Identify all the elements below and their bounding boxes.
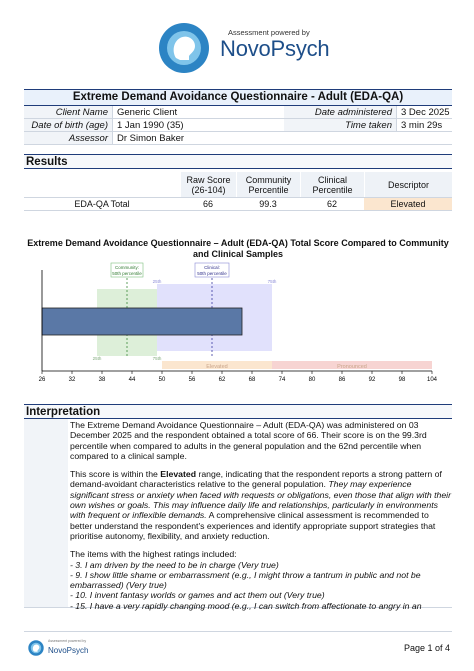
community-percentile-header: Community Percentile (236, 172, 300, 197)
list-item: - 3. I am driven by the need to be in charge (Very true) (70, 559, 279, 570)
info-row (24, 119, 452, 132)
client-name-label: Client Name (24, 106, 112, 118)
info-row (24, 106, 452, 119)
scale-name: EDA-QA Total (74, 199, 130, 209)
time-taken-value: 3 min 29s (396, 119, 452, 131)
date-administered-label: Date administered (284, 106, 396, 118)
x-tick-label: 68 (248, 377, 256, 383)
dob-label: Date of birth (age) (24, 119, 112, 131)
x-tick-label: 86 (338, 377, 346, 383)
raw-score-header: Raw Score (26-104) (180, 172, 236, 197)
x-tick-label: 32 (68, 377, 76, 383)
interpretation-text (70, 420, 452, 611)
date-administered-value: 3 Dec 2025 (396, 106, 452, 118)
x-tick-label: 80 (308, 377, 316, 383)
community-median-label: Community: (114, 265, 140, 270)
assessor-label: Assessor (24, 132, 112, 144)
community-p75-label: 75th (152, 356, 162, 361)
brand-name: NovoPsych (220, 36, 330, 61)
clinical-percentile-value: 62 (326, 199, 337, 209)
descriptor-emphasis: Elevated (160, 469, 197, 480)
x-tick-label: 92 (368, 377, 376, 383)
items-list (70, 560, 452, 611)
list-item: - 9. I show little shame or embarrassment (e.g., I might throw a tantrum in public and not be embarrassed) (Very true) (70, 569, 421, 591)
x-tick-label: 44 (128, 377, 136, 383)
results-header-row (24, 172, 452, 198)
x-tick-label: 62 (218, 377, 226, 383)
list-item: - 15. I have a very rapidly changing mood (e.g., I can switch from affectionate to angry in an (70, 600, 422, 611)
list-item: - 10. I invent fantasy worlds or games and act them out (Very true) (70, 590, 325, 601)
clinical-percentile-header: Clinical Percentile (300, 172, 364, 197)
community-p25-label: 25th (92, 356, 102, 361)
page-number: Page 1 of 4 (403, 643, 450, 653)
novopsych-logo-icon (28, 640, 44, 656)
info-row (24, 132, 452, 145)
x-tick-label: 26 (38, 377, 46, 383)
score-bar (42, 308, 242, 335)
results-table (24, 172, 452, 211)
range-band-label: Pronounced (337, 364, 367, 370)
community-median-label: 50th percentile (112, 271, 142, 276)
results-heading: Results (24, 154, 452, 169)
footer-logo: Assessment powered by NovoPsych (28, 637, 108, 659)
clinical-median-label: Clinical: (204, 265, 220, 270)
table-row (24, 198, 452, 211)
powered-by-text: Assessment powered by (228, 28, 310, 37)
interpretation-heading: Interpretation (24, 404, 452, 419)
descriptor-value: Elevated (364, 198, 452, 210)
footer-brand: NovoPsych (48, 646, 89, 655)
dob-value: 1 Jan 1990 (35) (112, 119, 252, 131)
score-chart (0, 258, 474, 388)
brand-logo (150, 22, 330, 80)
interpretation-paragraph: This score is within the Elevated range, indicating that the respondent reports a strong pattern of demand-avoidant characteristics relative to the general population. They may experience significant stress or anxiety when faced with requests or obligations, even those that align with their own wishes or goals. This may influence daily life and relationships, particularly in environments with frequent or inflexible demands. A comprehensive clinical assessment is recommended to better understand the respondent's experiences and identify appropriate support strategies that prioritise autonomy, flexibility, and anxiety reduction. (70, 469, 452, 541)
community-percentile-value: 99.3 (259, 199, 277, 209)
descriptor-header: Descriptor (364, 172, 452, 197)
x-tick-label: 56 (188, 377, 196, 383)
raw-score-value: 66 (202, 199, 213, 209)
x-tick-label: 50 (158, 377, 166, 383)
time-taken-label: Time taken (284, 119, 396, 131)
novopsych-logo-icon (158, 22, 210, 74)
x-tick-label: 104 (426, 377, 438, 383)
chart-title: Extreme Demand Avoidance Questionnaire – Adult (EDA-QA) Total Score Compared to Community and Clinical Samples (27, 238, 449, 259)
x-tick-label: 38 (98, 377, 106, 383)
client-info-table (24, 106, 452, 145)
range-band-label: Elevated (206, 364, 228, 370)
x-tick-label: 98 (398, 377, 406, 383)
report-title: Extreme Demand Avoidance Questionnaire - Adult (EDA-QA) (24, 89, 452, 106)
x-tick-label: 74 (278, 377, 286, 383)
interpretation-paragraph: The Extreme Demand Avoidance Questionnaire – Adult (EDA-QA) was administered on 03 December 2025 and the respondent obtained a total score of 66. Their score is on the 99.3rd percentile when compared to adults in the general population and the 62nd percentile when compared to a clinical sample. (70, 420, 427, 461)
clinical-median-label: 50th percentile (197, 271, 227, 276)
assessor-value: Dr Simon Baker (112, 132, 252, 144)
items-intro: The items with the highest ratings included: (70, 549, 237, 560)
clinical-p75-label: 75th (267, 279, 277, 284)
client-name-value: Generic Client (112, 106, 252, 118)
clinical-p25-label: 25th (152, 279, 162, 284)
